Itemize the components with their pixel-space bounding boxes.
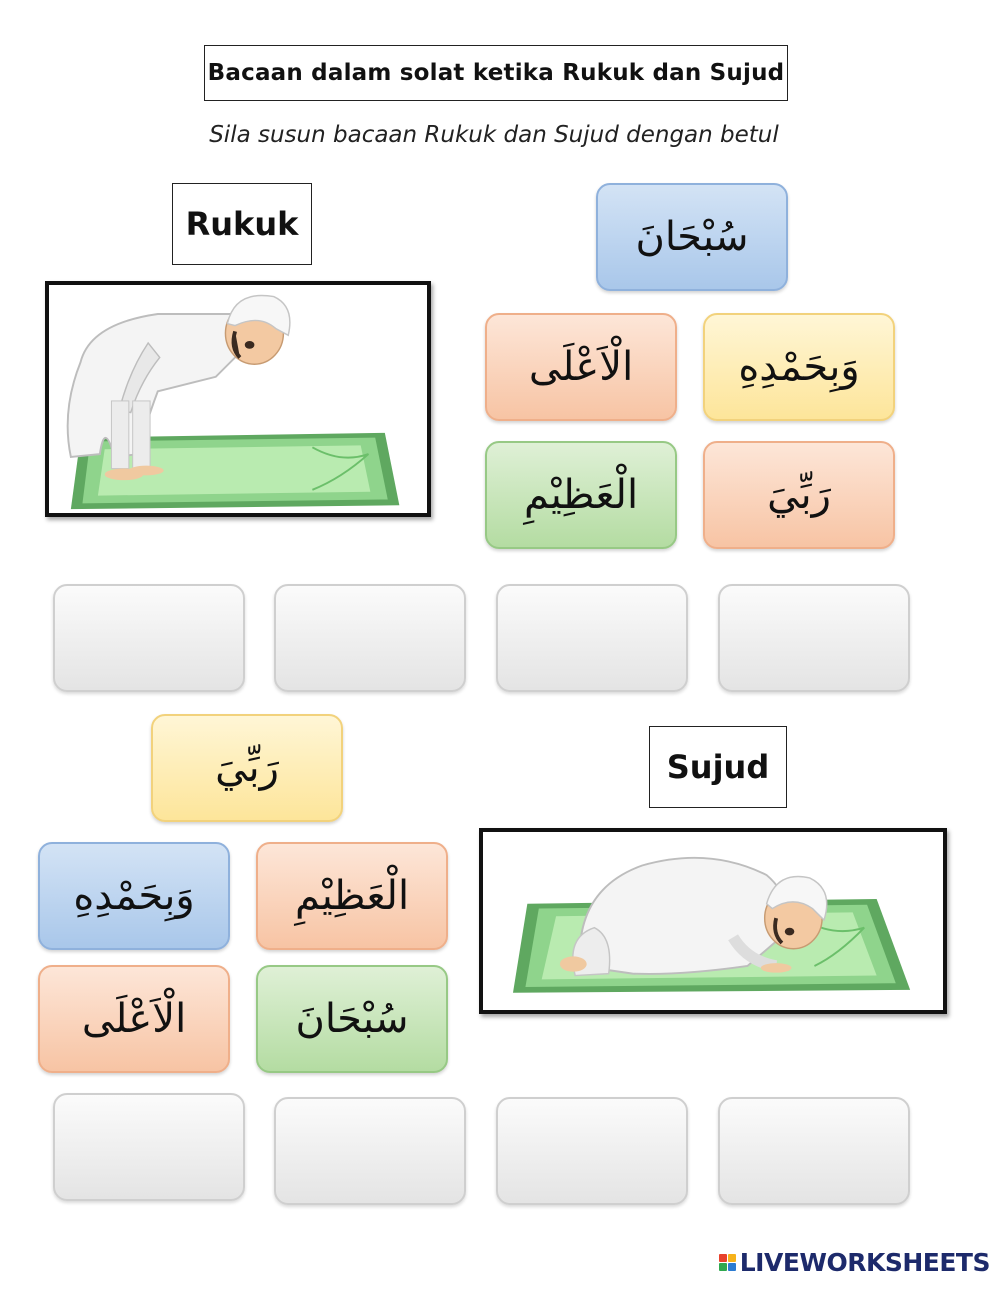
rukuk-illustration [45, 281, 431, 517]
sujud-drop-slot-1[interactable] [53, 1093, 245, 1201]
sujud-tile-subhana[interactable]: سُبْحَانَ [256, 965, 448, 1073]
sujud-tile-rabbiya[interactable]: رَبِّيَ [151, 714, 343, 822]
liveworksheets-logo-icon [719, 1254, 736, 1271]
sujud-figure-icon [483, 832, 943, 1010]
rukuk-drop-slot-2[interactable] [274, 584, 466, 692]
rukuk-drop-slot-4[interactable] [718, 584, 910, 692]
sujud-tile-azim[interactable]: الْعَظِيْمِ [256, 842, 448, 950]
instruction-text: Sila susun bacaan Rukuk dan Sujud dengan betul [209, 122, 779, 148]
sujud-drop-slot-2[interactable] [274, 1097, 466, 1205]
rukuk-tile-rabbiya[interactable]: رَبِّيَ [703, 441, 895, 549]
brand-text: LIVEWORKSHEETS [739, 1248, 990, 1277]
liveworksheets-brand [719, 1248, 990, 1277]
rukuk-tile-azim[interactable]: الْعَظِيْمِ [485, 441, 677, 549]
logo-square-yellow [728, 1254, 736, 1262]
rukuk-drop-slot-1[interactable] [53, 584, 245, 692]
rukuk-tile-alaa[interactable]: الْاَعْلَى [485, 313, 677, 421]
sujud-drop-slot-4[interactable] [718, 1097, 910, 1205]
rukuk-figure-icon [49, 285, 427, 513]
sujud-drop-slot-3[interactable] [496, 1097, 688, 1205]
sujud-tile-alaa[interactable]: الْاَعْلَى [38, 965, 230, 1073]
logo-square-blue [728, 1263, 736, 1271]
sujud-label: Sujud [649, 726, 787, 808]
rukuk-drop-slot-3[interactable] [496, 584, 688, 692]
rukuk-tile-subhana[interactable]: سُبْحَانَ [596, 183, 788, 291]
logo-square-red [719, 1254, 727, 1262]
rukuk-label: Rukuk [172, 183, 312, 265]
sujud-illustration [479, 828, 947, 1014]
page-title: Bacaan dalam solat ketika Rukuk dan Sujud [204, 45, 788, 101]
rukuk-tile-wabihamdihi[interactable]: وَبِحَمْدِهِ [703, 313, 895, 421]
sujud-tile-wabihamdihi[interactable]: وَبِحَمْدِهِ [38, 842, 230, 950]
logo-square-green [719, 1263, 727, 1271]
